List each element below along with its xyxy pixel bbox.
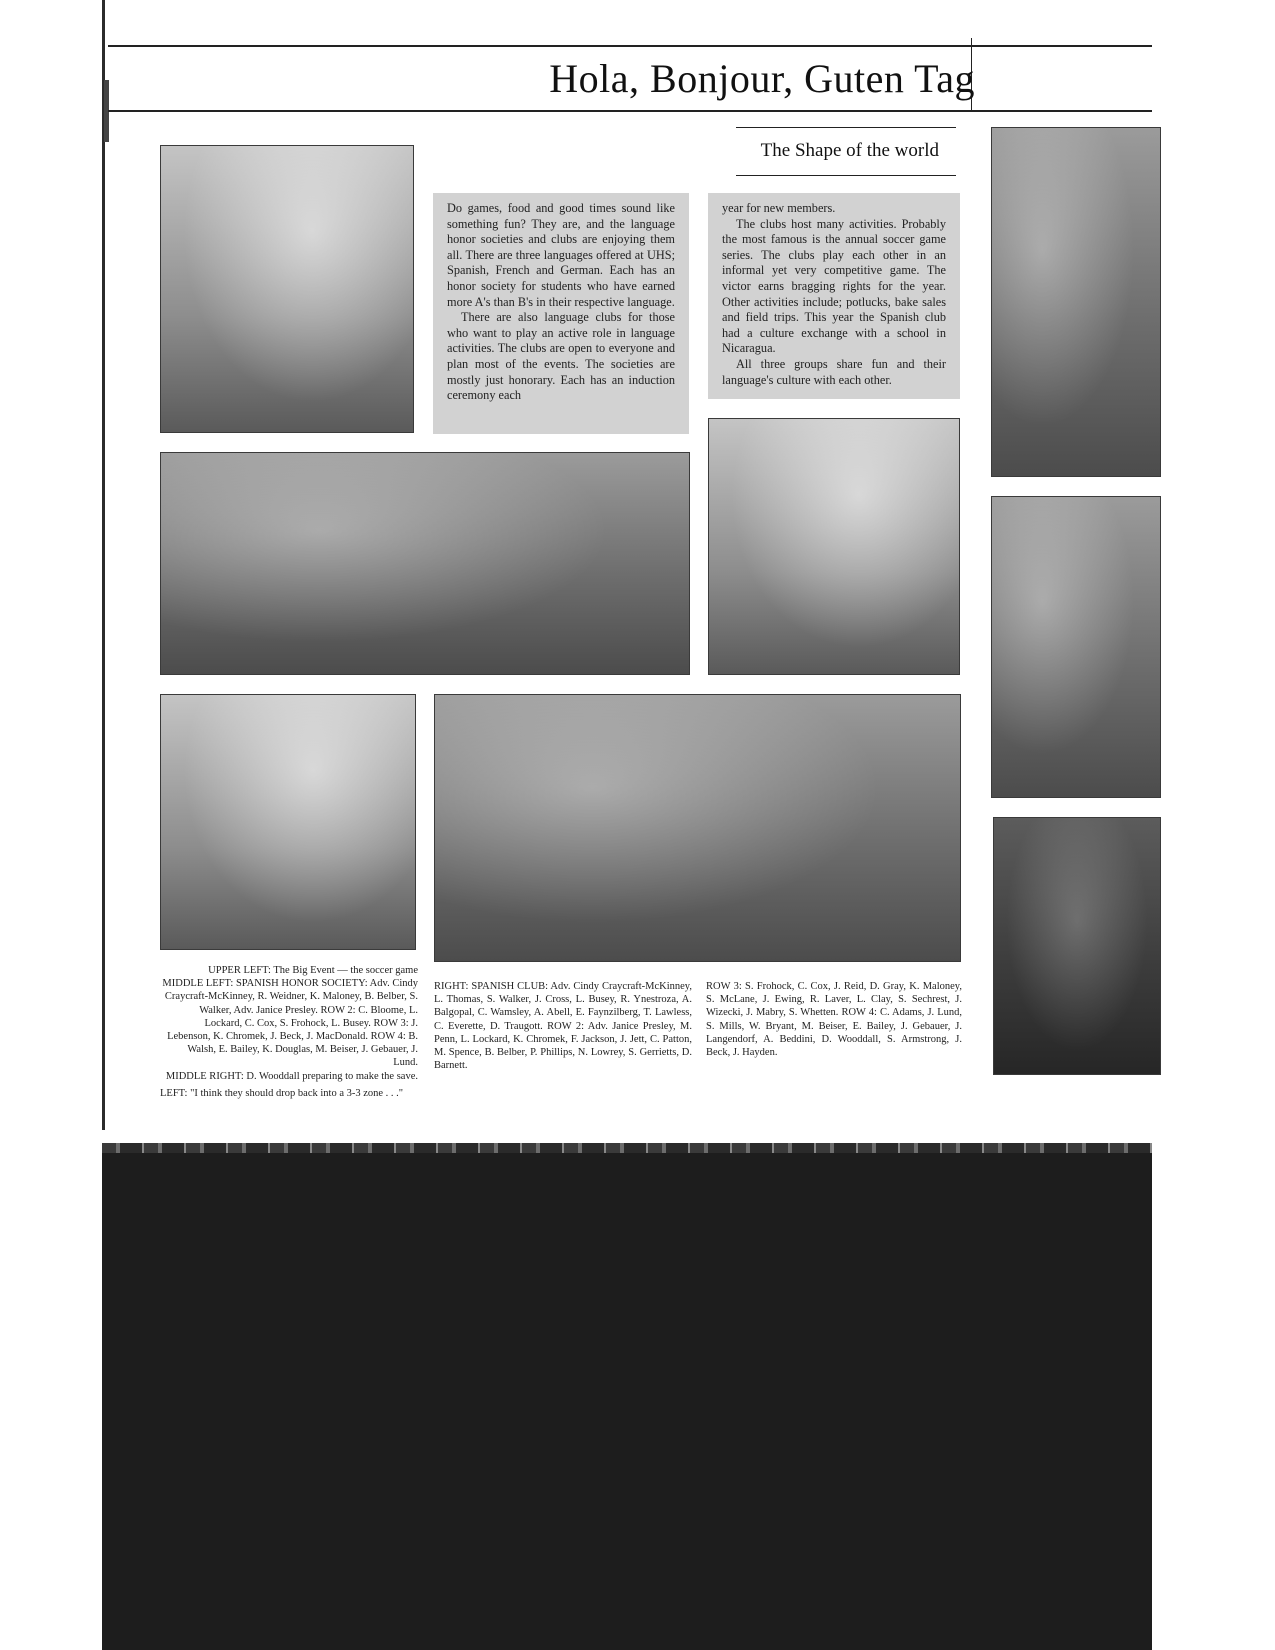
caption-spanish-club-text: RIGHT: SPANISH CLUB: Adv. Cindy Craycraft-McKinney, L. Thomas, S. Walker, J. Cross, L. Busey, R. Ynestroza, A. Balgopal, C. Wamsley, A. Abell, E. Faynzilberg, T. Lawless, C. Everette, D. Traugott. ROW 2: Adv. Janice Presley, M. Penn, L. Lockard, K. Chromek, F. Jackson, J. Jett, C. Patton, M. Spence, B. Belber, P. Phillips, N. Lowrey, S. Gerrietts, D. Barnett.: [434, 981, 692, 1072]
subtitle-bottom-rule: [736, 175, 956, 176]
photo-spanish-honor-society: [160, 452, 690, 675]
caption-upper-left: UPPER LEFT: The Big Event — the soccer game: [208, 965, 418, 976]
article-paragraph: There are also language clubs for those who want to play an active role in language activities. The clubs are open to everyone and plan most of the events. The societies are mostly just honorary. Each has an induction ceremony each: [447, 310, 675, 403]
article-column-2: [708, 193, 960, 399]
caption-middle-right: MIDDLE RIGHT: D. Wooddall preparing to make the save.: [165, 1070, 418, 1082]
scan-band-edge: [102, 1143, 1152, 1153]
article-column-1: [433, 193, 689, 434]
scan-left-edge: [102, 0, 105, 1130]
scan-bottom-band: [102, 1146, 1152, 1650]
caption-spanish-club-rows: [706, 980, 962, 1059]
caption-left-quote: LEFT: "I think they should drop back into a 3-3 zone . . .": [160, 1087, 404, 1099]
header-bottom-rule: [108, 110, 1152, 112]
photo-soccer-kick: [160, 145, 414, 433]
photo-two-students-talking: [160, 694, 416, 950]
article-paragraph: The clubs host many activities. Probably the most famous is the annual soccer game series. The clubs play each other in an informal yet very competitive game. The victor earns bragging rights for the year. Other activities include; potlucks, bake sales and field trips. This year the Spanish club had a culture exchange with a school in Nicaragua.: [722, 216, 946, 356]
subtitle-top-rule: [736, 127, 956, 128]
caption-middle-left: MIDDLE LEFT: SPANISH HONOR SOCIETY: Adv. Cindy Craycraft-McKinney, R. Weidner, K. Maloney, B. Belber, S. Walker, Adv. Janice Presley. ROW 2: C. Bloome, L. Lockard, C. Cox, S. Frohock, L. Busey. ROW 3: J. Lebenson, K. Chromek, J. Beck, J. MacDonald. ROW 4: B. Walsh, E. Bailey, K. Douglas, M. Beiser, J. Gebauer, J. Lund.: [162, 978, 418, 1069]
article-paragraph: All three groups share fun and their language's culture with each other.: [722, 356, 946, 387]
page-subtitle: The Shape of the world: [760, 140, 939, 161]
caption-spanish-club: [434, 980, 692, 1072]
photo-right-edge-group-middle: [991, 496, 1161, 798]
article-paragraph: year for new members.: [722, 201, 836, 215]
photo-spanish-club-group: [434, 694, 961, 962]
caption-left: [160, 964, 418, 1100]
article-paragraph: Do games, food and good times sound like something fun? They are, and the language honor societies and clubs are enjoying them all. There are three languages offered at UHS; Spanish, French and German. Each has an honor society for students who have earned more A's than B's in their respective language.: [447, 201, 675, 309]
page-title: Hola, Bonjour, Guten Tag: [549, 56, 975, 101]
photo-goalkeeper: [708, 418, 960, 675]
caption-spanish-club-rows-text: ROW 3: S. Frohock, C. Cox, J. Reid, D. Gray, K. Maloney, S. McLane, J. Ewing, R. Laver, L. Clay, S. Sechrest, J. Wizecki, J. Mabry, S. Whetten. ROW 4: C. Adams, J. Lund, S. Mills, W. Bryant, M. Beiser, E. Bailey, J. Gebauer, J. Langendorf, A. Beddini, D. Wooddall, S. Armstrong, J. Beck, J. Hayden.: [706, 981, 962, 1059]
photo-right-edge-headphones: [993, 817, 1161, 1075]
header-top-rule: [108, 45, 1152, 47]
photo-right-edge-group-top: [991, 127, 1161, 477]
